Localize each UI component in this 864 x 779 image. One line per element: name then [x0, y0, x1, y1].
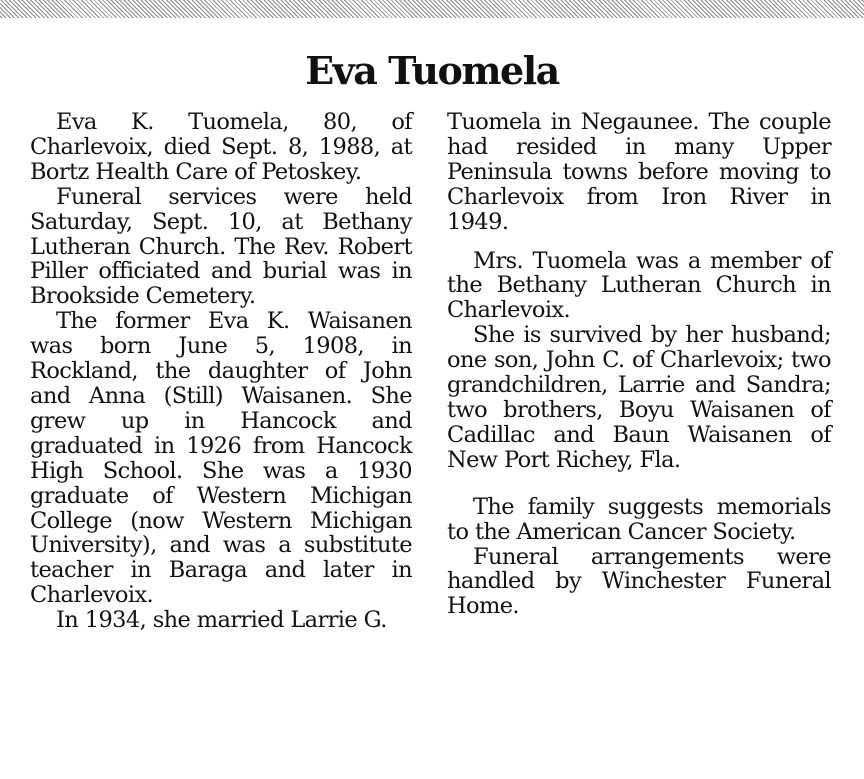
paragraph-marriage-start: In 1934, she married Larrie G.: [56, 607, 387, 634]
left-column: [30, 110, 412, 633]
paragraph-biography: The former Eva K. Waisanen was born June 5, 1908, in Rockland, the daughter of John and Anna (Still) Waisanen. She grew up in Hancock and graduated in 1926 from Hancock High School. She was a 1930 graduate of Western Michigan College (now Western Michigan University), and was a substitute teacher in Baraga and later in Charlevoix.: [30, 308, 412, 609]
paragraph-marriage-cont: Tuomela in Negaunee. The couple had resided in many Upper Peninsula towns before moving to Charlevoix from Iron River in 1949.: [447, 109, 831, 235]
obituary-title: Eva Tuomela: [305, 48, 559, 93]
paragraph-funeral: Funeral services were held Saturday, Sept. 10, at Bethany Lutheran Church. The Rev. Robert Piller officiated and burial was in Brookside Cemetery.: [30, 183, 412, 310]
right-column: [447, 110, 831, 619]
paragraph-membership: Mrs. Tuomela was a member of the Bethany Lutheran Church in Charlevoix.: [447, 247, 831, 324]
paragraph-survivors: She is survived by her husband; one son, John C. of Charlevoix; two grandchildren, Larrie and Sandra; two brothers, Boyu Waisanen of Cadillac and Baun Waisanen of New Port Richey, Fla.: [447, 322, 831, 473]
paragraph-memorials: The family suggests memorials to the American Cancer Society.: [447, 493, 831, 545]
paragraph-death: Eva K. Tuomela, 80, of Charlevoix, died Sept. 8, 1988, at Bortz Health Care of Petoskey.: [30, 109, 412, 185]
header-rule: [0, 0, 864, 38]
paragraph-arrangements: Funeral arrangements were handled by Winchester Funeral Home.: [447, 543, 831, 620]
